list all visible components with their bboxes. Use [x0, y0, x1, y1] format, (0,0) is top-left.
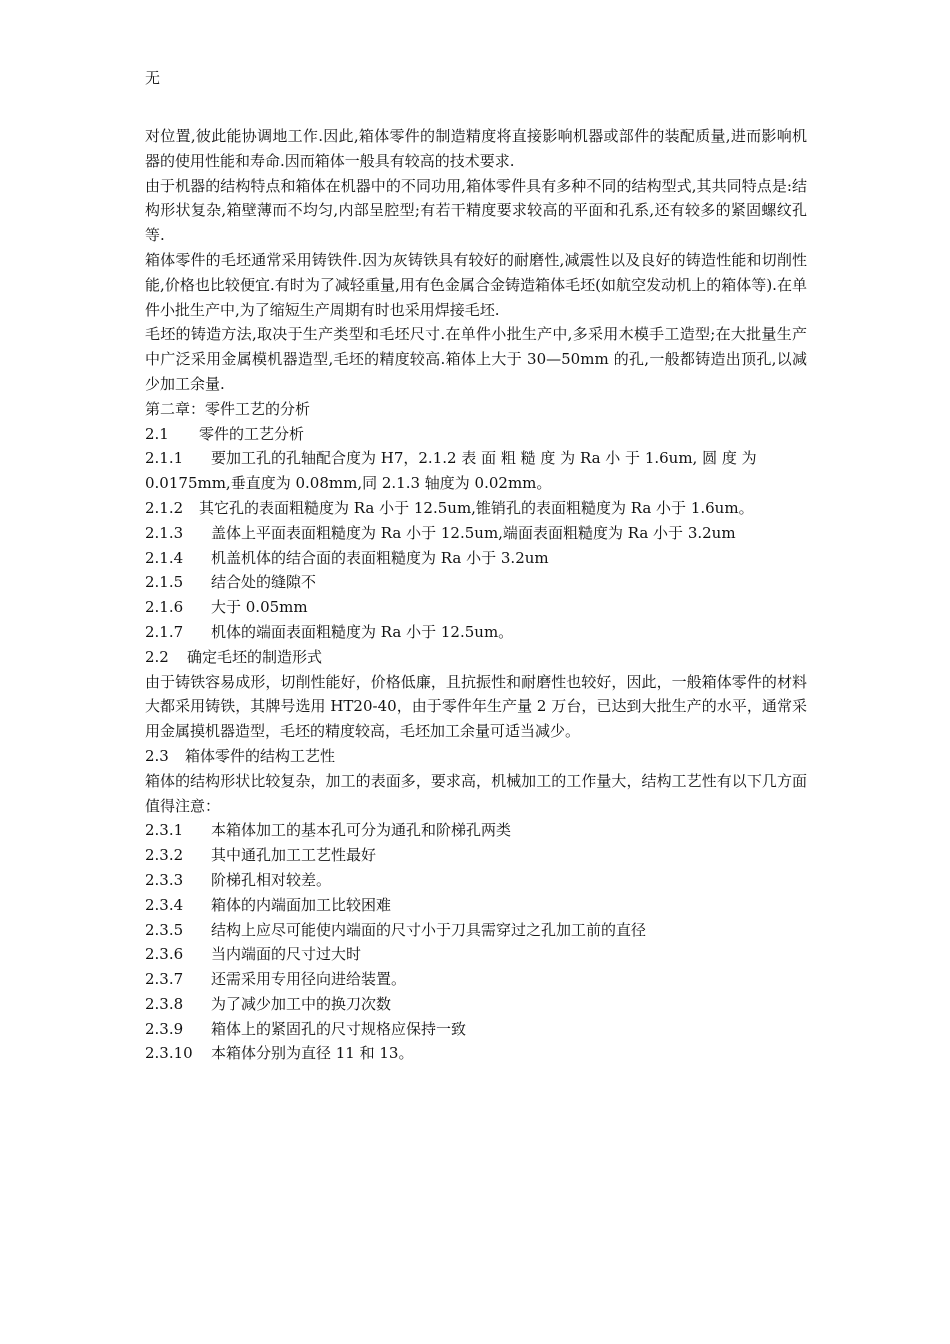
item-number: 2.3.1 [145, 821, 184, 840]
chapter-title [145, 397, 807, 422]
item-text: 当内端面的尺寸过大时 [211, 945, 362, 964]
document-body [145, 124, 807, 1066]
item-number: 2.1.7 [145, 622, 184, 641]
item-text: 大于 0.05mm [211, 598, 308, 617]
item-number: 2.3.4 [145, 895, 184, 914]
item-number: 2.3.2 [145, 846, 184, 865]
item-text: 箱体的内端面加工比较困难 [211, 895, 392, 914]
list-item [145, 521, 807, 546]
list-item [145, 446, 807, 471]
item-number: 2.3.9 [145, 1019, 184, 1038]
list-item [145, 992, 807, 1017]
list-item [145, 918, 807, 943]
item-text: 其中通孔加工工艺性最好 [211, 846, 377, 865]
section-heading-2-3 [145, 744, 807, 769]
item-number: 2.3.5 [145, 920, 184, 939]
item-text: 结构上应尽可能使内端面的尺寸小于刀具需穿过之孔加工前的直径 [211, 920, 647, 939]
item-text: 本箱体加工的基本孔可分为通孔和阶梯孔两类 [211, 821, 512, 840]
list-item [145, 942, 807, 967]
item-number: 2.3.3 [145, 870, 184, 889]
section-number: 2.2 [145, 647, 169, 666]
item-number: 2.1.3 [145, 523, 184, 542]
list-item [145, 893, 807, 918]
item-number: 2.3.6 [145, 945, 184, 964]
item-number: 2.1.1 [145, 449, 184, 468]
item-number: 2.3.7 [145, 970, 184, 989]
section-title: 零件的工艺分析 [199, 424, 305, 443]
list-item [145, 818, 807, 843]
item-number: 2.1.2 [145, 498, 184, 517]
chapter-title-text: 第二章：零件工艺的分析 [145, 399, 311, 418]
item-text: 机体的端面表面粗糙度为 Ra 小于 12.5um。 [211, 622, 514, 641]
page-header: 无 [145, 69, 161, 87]
item-text: 要加工孔的孔轴配合度为 H7，2.1.2 表 面 粗 糙 度 为 Ra 小 于 1.6um, 圆 度 为 [211, 449, 757, 468]
section-heading-2-1 [145, 422, 807, 447]
section-heading-2-2 [145, 645, 807, 670]
item-text: 盖体上平面表面粗糙度为 Ra 小于 12.5um,端面表面粗糙度为 Ra 小于 3.2um [211, 523, 736, 542]
item-number: 2.3.8 [145, 994, 184, 1013]
list-item [145, 967, 807, 992]
paragraph-blank-form: 由于铸铁容易成形，切削性能好，价格低廉，且抗振性和耐磨性也较好，因此，一般箱体零件的材料大都采用铸铁，其牌号选用 HT20-40，由于零件年生产量 2 万台，已达到大批生产的水平，通常采用金属摸机器造型，毛坯的精度较高，毛坯加工余量可适当减少。 [145, 672, 807, 741]
item-number: 2.1.6 [145, 598, 184, 617]
list-item [145, 620, 807, 645]
item-text: 阶梯孔相对较差。 [211, 870, 332, 889]
paragraph-structure-notes: 箱体的结构形状比较复杂，加工的表面多，要求高，机械加工的工作量大，结构工艺性有以下几方面值得注意： [145, 771, 807, 815]
item-text: 0.0175mm,垂直度为 0.08mm,同 2.1.3 轴度为 0.02mm。 [145, 474, 552, 493]
item-text: 机盖机体的结合面的表面粗糙度为 Ra 小于 3.2um [211, 548, 549, 567]
list-item [145, 868, 807, 893]
list-item-continuation [145, 471, 807, 496]
section-number: 2.1 [145, 424, 169, 443]
list-item [145, 595, 807, 620]
paragraph-structure-types: 由于机器的结构特点和箱体在机器中的不同功用,箱体零件具有多种不同的结构型式,其共同特点是:结构形状复杂,箱壁薄而不均匀,内部呈腔型;有若干精度要求较高的平面和孔系,还有较多的紧固螺纹孔等. [145, 176, 807, 245]
item-text: 为了减少加工中的换刀次数 [211, 994, 392, 1013]
item-number: 2.1.4 [145, 548, 184, 567]
item-number: 2.3.10 [145, 1044, 193, 1063]
paragraph-casting-method: 毛坯的铸造方法,取决于生产类型和毛坯尺寸.在单件小批生产中,多采用木模手工造型;在大批量生产中广泛采用金属模机器造型,毛坯的精度较高.箱体上大于 30—50mm 的孔,一般都铸造出顶孔,以减少加工余量. [145, 325, 807, 393]
paragraph-blank-material: 箱体零件的毛坯通常采用铸铁件.因为灰铸铁具有较好的耐磨性,减震性以及良好的铸造性能和切削性能,价格也比较便宜.有时为了减轻重量,用有色金属合金铸造箱体毛坯(如航空发动机上的箱体等).在单件小批生产中,为了缩短生产周期有时也采用焊接毛坯. [145, 250, 807, 319]
item-text: 结合处的缝隙不 [211, 573, 317, 592]
item-text: 箱体上的紧固孔的尺寸规格应保持一致 [211, 1019, 467, 1038]
list-item [145, 1041, 807, 1066]
section-title: 确定毛坯的制造形式 [187, 647, 323, 666]
paragraph-assembly-accuracy: 对位置,彼此能协调地工作.因此,箱体零件的制造精度将直接影响机器或部件的装配质量,进而影响机器的使用性能和寿命.因而箱体一般具有较高的技术要求. [145, 127, 807, 170]
list-item [145, 1017, 807, 1042]
item-number: 2.1.5 [145, 573, 184, 592]
list-item [145, 843, 807, 868]
list-item [145, 570, 807, 595]
item-text: 其它孔的表面粗糙度为 Ra 小于 12.5um,锥销孔的表面粗糙度为 Ra 小于 1.6um。 [199, 498, 754, 517]
item-text: 本箱体分别为直径 11 和 13。 [211, 1044, 414, 1063]
item-text: 还需采用专用径向进给装置。 [211, 970, 407, 989]
section-title: 箱体零件的结构工艺性 [185, 746, 336, 765]
list-item [145, 496, 807, 521]
list-item [145, 546, 807, 571]
section-number: 2.3 [145, 746, 169, 765]
